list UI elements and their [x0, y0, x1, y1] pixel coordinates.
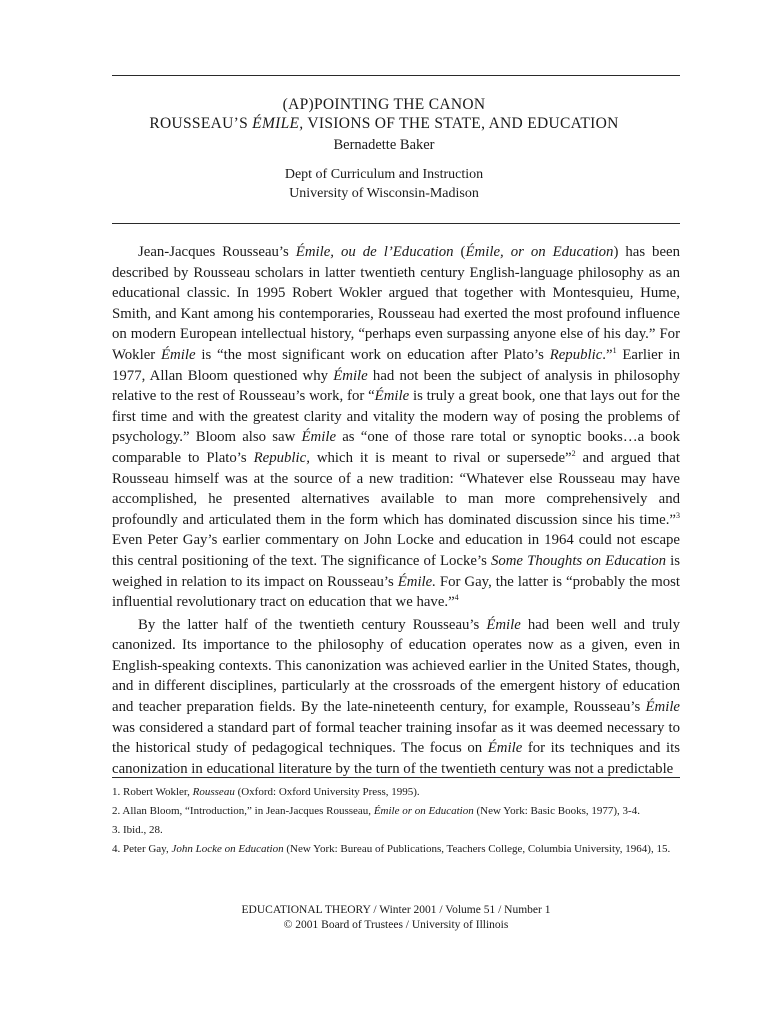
text-run: (New York: Bureau of Publications, Teachers College, Columbia University, 1964), 15.: [283, 843, 671, 855]
italic-text: Rousseau: [192, 786, 235, 798]
header-rule: [112, 223, 680, 224]
text-run: (: [453, 244, 466, 260]
italic-text: Republic: [549, 346, 603, 363]
italic-text: Émile: [374, 388, 410, 405]
footnote-2: [112, 804, 680, 818]
italic-text: Émile: [301, 429, 337, 446]
italic-text: John Locke on Education: [171, 843, 284, 855]
title-line-2: [80, 114, 688, 133]
title-line-2-pre: ROUSSEAU’S: [149, 115, 253, 132]
article-header: [80, 95, 688, 203]
author-department: Dept of Curriculum and Instruction: [284, 167, 484, 182]
italic-text: Émile or on Education: [373, 805, 474, 817]
page-footer: [112, 903, 680, 933]
text-run: ) has been described by Rousseau scholars in latter twentieth century English-language philosophy as an educational classic. In 1995 Robert Wokler argued that together with Montesquieu, Hume, Smith, and Kant among his contemporaries, Rousseau had exerted the most profound influence on modern European intellectual history, “perhaps even surpassing anyone else of his day.” For Wokler: [112, 244, 680, 363]
paragraph-1: [112, 242, 680, 613]
author-name: Bernadette Baker: [333, 137, 435, 153]
italic-text: Émile, ou de l’Education: [295, 244, 454, 260]
text-run: (Oxford: Oxford University Press, 1995).: [234, 786, 420, 798]
text-run: had not been the subject of analysis in philosophy relative to the rest of Rousseau’s work, for “: [112, 367, 680, 405]
footnote-ref: 1: [612, 345, 617, 355]
footnote-rule: [112, 777, 680, 778]
top-rule: [112, 75, 680, 76]
italic-text: Émile: [333, 367, 368, 384]
text-run: .”: [602, 346, 613, 363]
copyright-notice: © 2001 Board of Trustees / University of Illinois: [283, 919, 509, 931]
italic-text: Émile, or on Education: [465, 244, 614, 260]
footnote-3: [112, 823, 680, 837]
italic-text: Émile: [645, 699, 680, 716]
text-run: Earlier in 1977, Allan Bloom questioned why: [112, 346, 680, 384]
footnotes: [112, 785, 680, 861]
article-body: [112, 242, 680, 779]
footnote-1: [112, 785, 680, 799]
text-run: 4. Peter Gay,: [112, 843, 172, 855]
footnote-4: [112, 842, 680, 856]
text-run: as “one of those rare total or synoptic books…a book comparable to Plato’s: [112, 429, 680, 466]
text-run: 3. Ibid., 28.: [112, 824, 163, 836]
italic-text: Some Thoughts on Education: [490, 552, 667, 569]
text-run: and argued that Rousseau himself was at the source of a new tradition: “Whatever else Rousseau may have accomplished, he presented alternatives available to man more comprehensively and profoundly and articulated them in the form which has dominated discussion since his time.”: [112, 449, 680, 528]
italic-text: Republic,: [253, 449, 310, 466]
italic-text: Émile: [487, 740, 523, 757]
italic-text: Émile: [486, 616, 521, 633]
italic-text: Émile: [161, 346, 196, 363]
text-run: 2. Allan Bloom, “Introduction,” in Jean-Jacques Rousseau,: [112, 805, 374, 817]
author-university: University of Wisconsin-Madison: [289, 186, 479, 201]
paragraph-2: [112, 615, 680, 780]
text-run: Jean-Jacques Rousseau’s: [138, 244, 296, 260]
text-run: Even Peter Gay’s earlier commentary on John Locke and education in 1964 could not escape this central positioning of the text. The significance of Locke’s: [112, 532, 680, 569]
text-run: is “the most significant work on education after Plato’s: [195, 346, 550, 363]
title-line-2-emile: ÉMILE,: [252, 115, 304, 132]
footnote-ref: 3: [676, 510, 680, 520]
text-run: By the latter half of the twentieth century Rousseau’s: [138, 616, 487, 633]
title-line-1: (AP)POINTING THE CANON: [282, 96, 486, 113]
journal-citation: EDUCATIONAL THEORY / Winter 2001 / Volume 51 / Number 1: [241, 904, 551, 916]
text-run: (New York: Basic Books, 1977), 3-4.: [473, 805, 640, 817]
text-run: is truly a great book, one that lays out for the first time and with the greatest clarity and vitality the modern way of posing the problems of psychology.” Bloom also saw: [112, 388, 681, 446]
text-run: 1. Robert Wokler,: [112, 786, 193, 798]
text-run: which it is meant to rival or supersede”: [309, 449, 572, 466]
italic-text: Émile.: [397, 573, 436, 590]
text-run: had been well and truly canonized. Its importance to the philosophy of education operates now as a given, even in English-speaking contexts. This canonization was achieved earlier in the United States, though, and in different disciplines, particularly at the crossroads of the emergent history of education and teacher preparation fields. By the late-nineteenth century, for example, Rousseau’s: [112, 616, 680, 716]
text-run: is weighed in relation to its impact on Rousseau’s: [112, 552, 680, 590]
footnote-ref: 4: [454, 593, 459, 603]
text-run: For Gay, the latter is “probably the most influential revolutionary tract on education that we have.”: [112, 573, 680, 611]
footnote-ref: 2: [571, 448, 576, 458]
title-line-2-post: VISIONS OF THE STATE, AND EDUCATION: [303, 115, 619, 132]
text-run: was considered a standard part of formal teacher training insofar as it was deemed necessary to the historical study of pedagogical techniques. The focus on: [112, 719, 680, 757]
text-run: for its techniques and its canonization in educational literature by the turn of the twentieth century was not a predictable: [112, 740, 680, 777]
